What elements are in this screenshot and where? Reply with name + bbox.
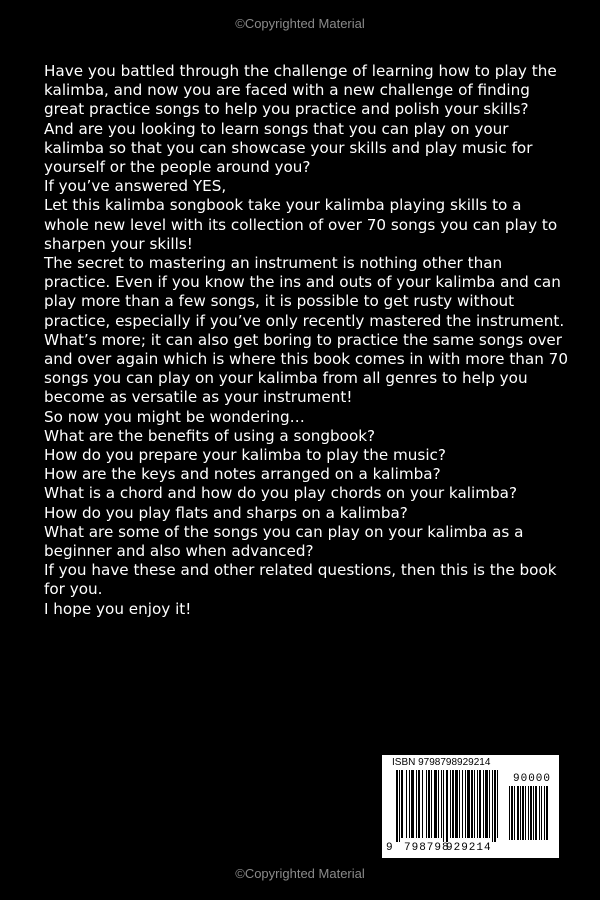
barcode-bar	[416, 770, 417, 838]
barcode-bar	[492, 770, 493, 842]
barcode-bar	[399, 770, 400, 842]
barcode-bar	[544, 786, 545, 840]
barcode-bar	[438, 770, 439, 838]
barcode-bar	[450, 770, 451, 838]
barcode-bar	[535, 786, 537, 840]
blurb-line: practice. Even if you know the ins and outs of your kalimba and can	[44, 273, 561, 292]
blurb-line: whole new level with its collection of over 70 songs you can play to	[44, 215, 558, 234]
barcode-bar	[494, 770, 496, 842]
blurb-line: If you have these and other related questions, then this is the book	[44, 561, 557, 580]
blurb-line: great practice songs to help you practice and polish your skills?	[44, 100, 529, 119]
barcode-bar	[462, 770, 463, 838]
barcode-bar	[418, 770, 420, 838]
barcode-bar	[517, 786, 519, 840]
barcode-bar	[396, 770, 398, 842]
barcode-bar	[443, 770, 444, 842]
blurb-line: What are some of the songs you can play on your kalimba as a	[44, 522, 524, 541]
barcode-bar	[401, 770, 403, 838]
barcode-bar	[471, 770, 473, 838]
barcode-digit-first: 9	[386, 842, 393, 854]
blurb-line: play more than a few songs, it is possible to get rusty without	[44, 292, 515, 311]
blurb-line: Have you battled through the challenge of learning how to play the	[44, 62, 557, 80]
copyright-watermark-bottom: ©Copyrighted Material	[235, 866, 365, 881]
barcode-bar	[455, 770, 458, 838]
barcode-bar	[479, 770, 481, 838]
barcode-bar	[428, 770, 430, 838]
blurb-line: What are the benefits of using a songbook?	[44, 426, 376, 445]
blurb-line: songs you can play on your kalimba from all genres to help you	[44, 369, 528, 388]
back-cover-blurb	[44, 62, 574, 619]
barcode-digits-left: 798798	[404, 842, 450, 854]
barcode-bar	[431, 770, 432, 838]
barcode-bar	[546, 786, 548, 840]
copyright-watermark-top: ©Copyrighted Material	[235, 16, 365, 31]
barcode-bar	[485, 770, 488, 838]
barcode-bar	[422, 770, 423, 838]
isbn-label: ISBN 9798798929214	[392, 757, 491, 768]
blurb-line: for you.	[44, 580, 103, 599]
barcode-bar	[511, 786, 513, 840]
barcode-bar	[533, 786, 534, 840]
blurb-line: The secret to mastering an instrument is nothing other than	[44, 254, 503, 273]
barcode-bar	[497, 770, 498, 838]
blurb-line: And are you looking to learn songs that you can play on your	[44, 119, 509, 138]
isbn-barcode	[382, 755, 559, 858]
barcode-bar	[541, 786, 542, 840]
barcode-bar	[465, 770, 466, 838]
barcode-bar	[509, 786, 510, 840]
price-addon-code: 90000	[513, 773, 552, 785]
blurb-line: kalimba, and now you are faced with a new challenge of finding	[44, 81, 530, 100]
blurb-line: and over again which is where this book comes in with more than 70	[44, 350, 568, 369]
blurb-line: What is a chord and how do you play chords on your kalimba?	[44, 484, 518, 503]
barcode-bar	[411, 770, 414, 838]
blurb-line: sharpen your skills!	[44, 234, 193, 253]
blurb-line: Let this kalimba songbook take your kalimba playing skills to a	[44, 196, 522, 215]
barcode-bar	[539, 786, 540, 840]
blurb-line: How are the keys and notes arranged on a kalimba?	[44, 465, 441, 484]
blurb-line: yourself or the people around you?	[44, 158, 311, 177]
barcode-bar	[441, 770, 442, 838]
blurb-line: practice, especially if you’ve only recently mastered the instrument.	[44, 311, 565, 330]
barcode-bar	[426, 770, 427, 838]
barcode-bar	[406, 770, 407, 838]
barcode-bar	[514, 786, 515, 840]
barcode-bar	[409, 770, 410, 838]
barcode-bar	[528, 786, 529, 840]
barcode-bar	[520, 786, 521, 840]
blurb-line: So now you might be wondering…	[44, 407, 305, 426]
barcode-digits-right: 929214	[446, 842, 492, 854]
barcode-bar	[477, 770, 478, 838]
barcode-bar	[474, 770, 475, 838]
barcode-bar	[530, 786, 532, 840]
barcode-bar	[467, 770, 470, 838]
barcode-bar	[452, 770, 454, 838]
barcode-bar	[525, 786, 526, 840]
barcode-bar	[459, 770, 460, 838]
blurb-line: If you’ve answered YES,	[44, 177, 227, 196]
barcode-bar	[434, 770, 437, 838]
barcode-bar	[522, 786, 524, 840]
blurb-line: What’s more; it can also get boring to practice the same songs over	[44, 330, 563, 349]
blurb-line: become as versatile as your instrument!	[44, 388, 353, 407]
blurb-line: How do you prepare your kalimba to play the music?	[44, 446, 446, 465]
blurb-line: kalimba so that you can showcase your skills and play music for	[44, 138, 533, 157]
blurb-line: beginner and also when advanced?	[44, 542, 314, 561]
barcode-bar	[489, 770, 490, 838]
barcode-bar	[446, 770, 448, 842]
blurb-line: How do you play flats and sharps on a kalimba?	[44, 503, 408, 522]
barcode-bar	[483, 770, 484, 838]
blurb-line: I hope you enjoy it!	[44, 599, 192, 618]
